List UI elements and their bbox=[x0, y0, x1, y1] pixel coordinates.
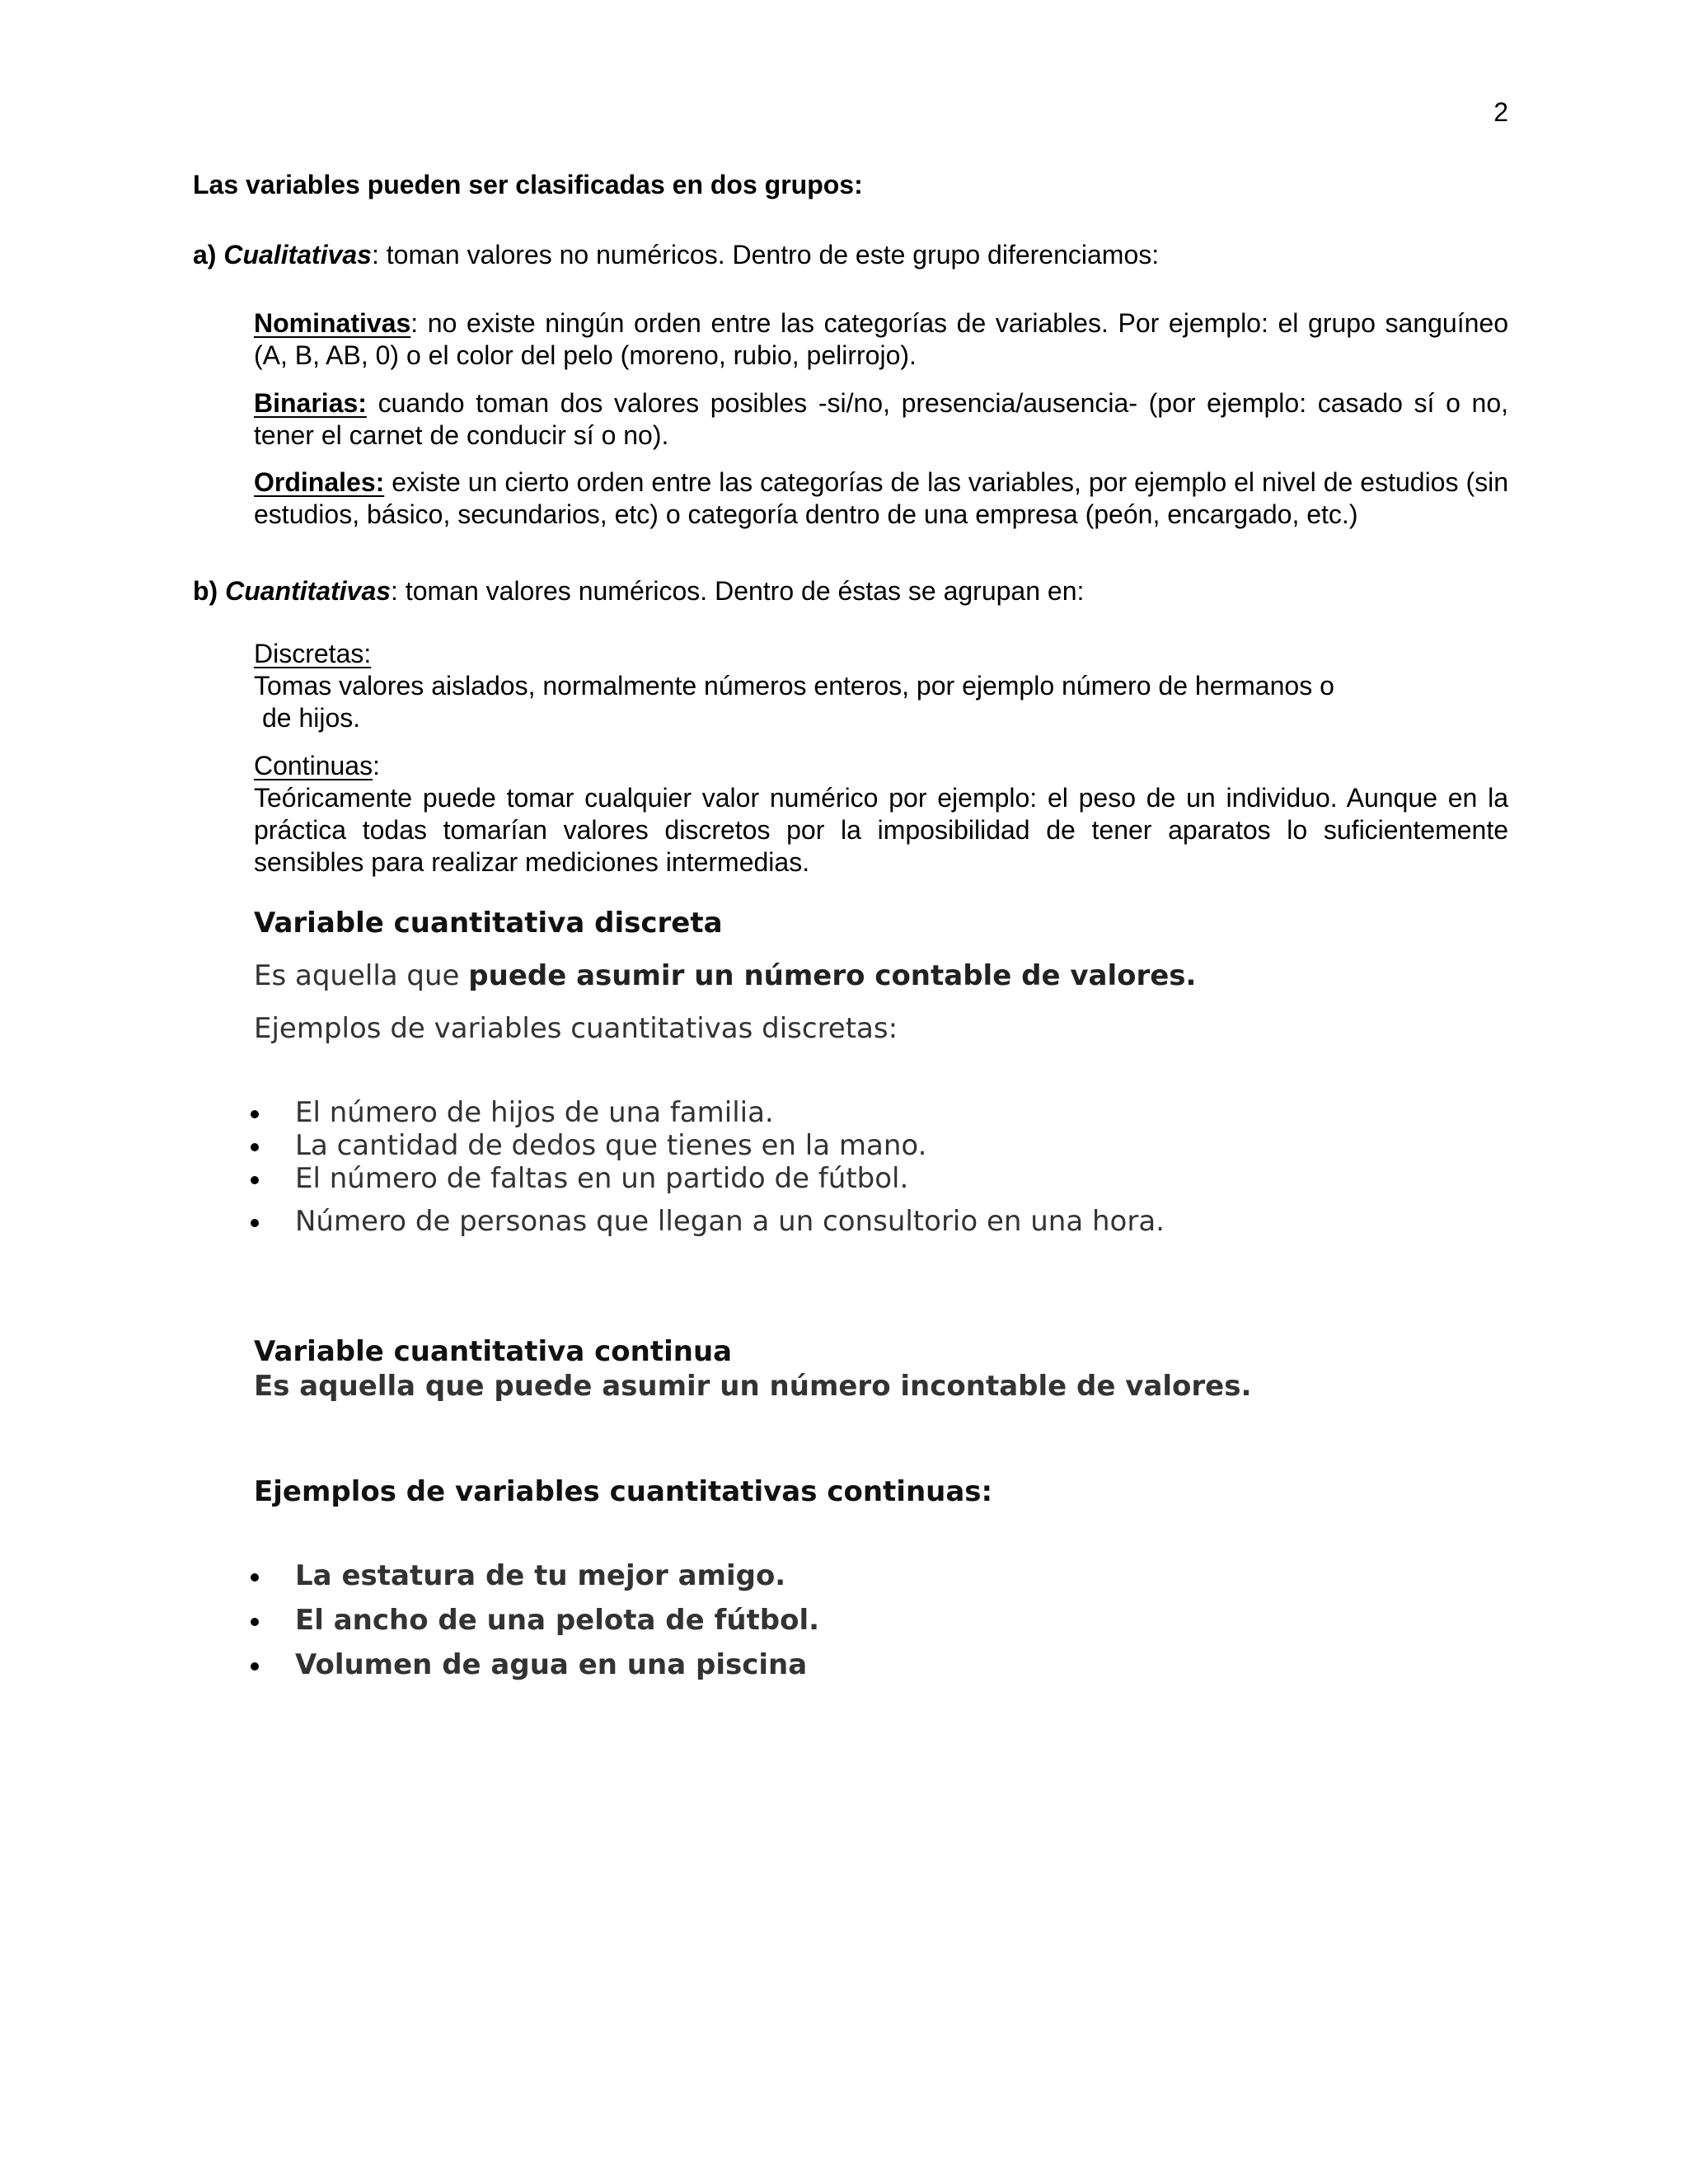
qualitative-intro bbox=[193, 239, 1512, 271]
bullet-icon bbox=[251, 1662, 259, 1671]
list-item bbox=[244, 1559, 819, 1604]
bullet-icon bbox=[251, 1110, 259, 1118]
quantitative-letter: b) bbox=[193, 576, 218, 606]
continuous-examples-title: Ejemplos de variables cuantitativas continuas: bbox=[254, 1475, 993, 1508]
ordinal-paragraph bbox=[254, 466, 1508, 531]
bullet-icon bbox=[251, 1573, 259, 1582]
bullet-icon bbox=[251, 1618, 259, 1626]
continuous-examples-list bbox=[244, 1559, 819, 1693]
quantitative-text: : toman valores numéricos. Dentro de éstas se agrupan en: bbox=[391, 576, 1085, 606]
quantitative-title: Cuantitativas bbox=[225, 576, 392, 606]
discrete-examples-title: Ejemplos de variables cuantitativas discretas: bbox=[254, 1012, 898, 1045]
discrete-section-title: Variable cuantitativa discreta bbox=[254, 907, 723, 940]
continuous-definition: Es aquella que puede asumir un número incontable de valores. bbox=[254, 1370, 1252, 1403]
discrete-label: Discretas: bbox=[254, 639, 372, 668]
list-item-text: La estatura de tu mejor amigo. bbox=[295, 1559, 786, 1592]
ordinal-text: existe un cierto orden entre las categorías de las variables, por ejemplo el nivel de estudios (sin estudios, básico, secundarios, etc) o categoría dentro de una empresa (peón, encargado, etc.) bbox=[254, 467, 1508, 529]
nominative-term: Nominativas bbox=[254, 308, 411, 338]
binary-term: Binarias: bbox=[254, 388, 367, 418]
ordinal-term: Ordinales: bbox=[254, 467, 385, 497]
section-heading: Las variables pueden ser clasificadas en dos grupos: bbox=[193, 170, 863, 199]
binary-paragraph bbox=[254, 387, 1508, 452]
list-item-text: El ancho de una pelota de fútbol. bbox=[295, 1604, 820, 1637]
list-item-text: Número de personas que llegan a un consultorio en una hora. bbox=[295, 1205, 1165, 1238]
continuous-label-row bbox=[254, 750, 380, 782]
continuous-text: Teóricamente puede tomar cualquier valor numérico por ejemplo: el peso de un individuo. Aunque en la práctica todas tomarían valores discretos por la imposibilidad de tener aparatos lo suficientemente sensibles para realizar mediciones intermedias. bbox=[254, 783, 1508, 877]
list-item-text: El número de hijos de una familia. bbox=[295, 1096, 774, 1129]
bullet-icon bbox=[251, 1176, 259, 1184]
list-item bbox=[244, 1096, 1165, 1129]
list-item bbox=[244, 1205, 1165, 1238]
discrete-line-1: Tomas valores aislados, normalmente números enteros, por ejemplo número de hermanos o bbox=[254, 671, 1334, 701]
discrete-def-prefix: Es aquella que bbox=[254, 959, 469, 992]
list-item bbox=[244, 1648, 819, 1693]
qualitative-text: : toman valores no numéricos. Dentro de este grupo diferenciamos: bbox=[371, 240, 1160, 269]
continuous-label: Continuas bbox=[254, 751, 373, 780]
nominative-text: : no existe ningún orden entre las categorías de variables. Por ejemplo: el grupo sanguíneo (A, B, AB, 0) o el color del pelo (moreno, rubio, pelirrojo). bbox=[254, 308, 1508, 370]
discrete-definition bbox=[254, 959, 1196, 992]
list-item-text: El número de faltas en un partido de fútbol. bbox=[295, 1162, 909, 1195]
list-item bbox=[244, 1129, 1165, 1162]
quantitative-intro bbox=[193, 575, 1512, 607]
discrete-def-bold: puede asumir un número contable de valores. bbox=[468, 959, 1197, 992]
continuous-colon: : bbox=[373, 751, 380, 780]
list-item bbox=[244, 1162, 1165, 1205]
nominative-paragraph bbox=[254, 307, 1508, 372]
discrete-line-2: de hijos. bbox=[262, 703, 361, 733]
discrete-examples-list bbox=[244, 1096, 1165, 1238]
list-item-text: La cantidad de dedos que tienes en la mano. bbox=[295, 1129, 927, 1162]
binary-text: cuando toman dos valores posibles -si/no, presencia/ausencia- (por ejemplo: casado sí o no, tener el carnet de conducir sí o no). bbox=[254, 388, 1508, 450]
bullet-icon bbox=[251, 1143, 259, 1151]
page-number: 2 bbox=[1493, 97, 1508, 127]
list-item-text: Volumen de agua en una piscina bbox=[295, 1648, 808, 1681]
qualitative-title: Cualitativas bbox=[223, 240, 372, 269]
bullet-icon bbox=[251, 1219, 259, 1227]
list-item bbox=[244, 1604, 819, 1648]
qualitative-letter: a) bbox=[193, 240, 217, 269]
continuous-section-title: Variable cuantitativa continua bbox=[254, 1335, 733, 1368]
